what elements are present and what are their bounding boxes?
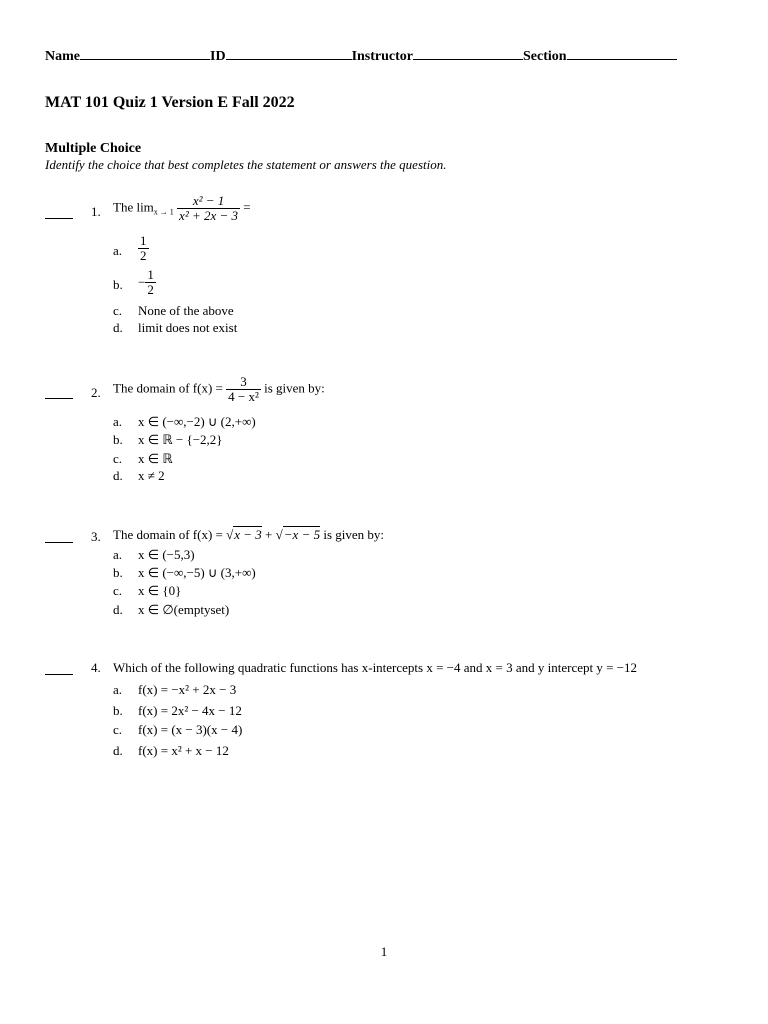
- q4-option-b-letter: b.: [113, 703, 123, 718]
- q3-option-d-letter: d.: [113, 602, 123, 617]
- question-text-1: [113, 194, 251, 223]
- q3-option-d[interactable]: x ∈ ∅(emptyset): [138, 602, 230, 617]
- q4-option-b[interactable]: f(x) = 2x² − 4x − 12: [138, 703, 242, 718]
- section-label: Section: [523, 49, 567, 64]
- q2-suffix: is given by:: [264, 380, 325, 396]
- q3-suffix: is given by:: [323, 527, 385, 542]
- q4-option-d[interactable]: f(x) = x² + x − 12: [138, 743, 229, 758]
- q2-option-a[interactable]: x ∈ (−∞,−2) ∪ (2,+∞): [138, 414, 256, 429]
- question-number-3: 3.: [91, 529, 101, 544]
- q2-option-b-letter: b.: [113, 432, 123, 447]
- name-blank: [80, 46, 210, 60]
- student-info-header: [45, 46, 725, 65]
- q1-limit-sub: x → 1: [153, 207, 174, 217]
- q3-sqrt-1: √x − 3: [226, 527, 262, 542]
- answer-blank-4[interactable]: [45, 674, 73, 675]
- q2-option-b[interactable]: x ∈ ℝ − {−2,2}: [138, 432, 223, 447]
- q4-option-c-letter: c.: [113, 722, 123, 737]
- q1-fraction: [177, 194, 240, 223]
- q3-option-c[interactable]: x ∈ {0}: [138, 583, 182, 598]
- q3-radicand-1: x − 3: [234, 527, 262, 542]
- answer-blank-3[interactable]: [45, 542, 73, 543]
- q1-option-a[interactable]: [138, 234, 149, 263]
- id-blank: [226, 46, 352, 60]
- q2-option-c-letter: c.: [113, 451, 123, 466]
- q2-denominator: 4 − x²: [228, 389, 259, 404]
- answer-blank-2[interactable]: [45, 398, 73, 399]
- q2-option-d-letter: d.: [113, 468, 123, 483]
- q2-option-a-letter: a.: [113, 414, 123, 429]
- q1-option-b[interactable]: − $\frac{1}{2}$: [138, 267, 154, 297]
- q2-prefix: The domain of f(x) =: [113, 380, 223, 396]
- page-number: 1: [380, 944, 388, 959]
- q1-option-c[interactable]: None of the above: [138, 303, 234, 318]
- q4-option-a-letter: a.: [113, 682, 123, 697]
- q2-option-c[interactable]: x ∈ ℝ: [138, 451, 173, 466]
- q1-prefix: The lim: [113, 199, 154, 215]
- q4-option-a[interactable]: f(x) = −x² + 2x − 3: [138, 682, 237, 697]
- q3-option-b[interactable]: x ∈ (−∞,−5) ∪ (3,+∞): [138, 565, 256, 580]
- quiz-title: MAT 101 Quiz 1 Version E Fall 2022: [45, 94, 295, 111]
- section-blank: [567, 46, 677, 60]
- q3-option-c-letter: c.: [113, 583, 123, 598]
- q1-option-b-fraction: $\frac{1}{2}$: [147, 267, 154, 297]
- q3-plus: +: [265, 527, 273, 542]
- q1-numerator: x² − 1: [192, 193, 225, 208]
- q1-denominator: x² + 2x − 3: [179, 208, 239, 223]
- q2-fraction: [226, 375, 261, 404]
- q1-option-d-letter: d.: [113, 320, 123, 335]
- question-text-4: Which of the following quadratic functions has x-intercepts x = −4 and x = 3 and y intercept y = −12: [113, 660, 638, 675]
- id-label: ID: [210, 49, 226, 64]
- question-number-1: 1.: [91, 204, 101, 219]
- q4-option-c[interactable]: f(x) = (x − 3)(x − 4): [138, 722, 243, 737]
- q3-option-a-letter: a.: [113, 547, 123, 562]
- q1-option-c-letter: c.: [113, 303, 123, 318]
- question-text-2: [113, 375, 325, 404]
- q2-option-d[interactable]: x ≠ 2: [138, 468, 165, 483]
- section-instructions: Identify the choice that best completes the statement or answers the question.: [45, 157, 447, 172]
- q1-option-d[interactable]: limit does not exist: [138, 320, 238, 335]
- question-number-4: 4.: [91, 660, 101, 675]
- q3-prefix: The domain of f(x) =: [113, 527, 223, 542]
- q3-option-a[interactable]: x ∈ (−5,3): [138, 547, 195, 562]
- q4-option-d-letter: d.: [113, 743, 123, 758]
- name-label: Name: [45, 49, 80, 64]
- q3-option-b-letter: b.: [113, 565, 123, 580]
- instructor-blank: [413, 46, 523, 60]
- q1-option-b-letter: b.: [113, 277, 123, 292]
- section-heading: Multiple Choice: [45, 141, 142, 156]
- q1-suffix: =: [243, 199, 251, 215]
- q3-sqrt-2: √−x − 5: [275, 527, 321, 542]
- q2-numerator: 3: [240, 374, 247, 389]
- instructor-label: Instructor: [351, 49, 413, 64]
- q3-radicand-2: −x − 5: [283, 527, 321, 542]
- q1-option-a-fraction: $\frac{1}{2}$: [140, 233, 147, 263]
- q1-option-a-letter: a.: [113, 243, 123, 258]
- question-number-2: 2.: [91, 385, 101, 400]
- answer-blank-1[interactable]: [45, 218, 73, 219]
- question-text-3: [113, 527, 384, 543]
